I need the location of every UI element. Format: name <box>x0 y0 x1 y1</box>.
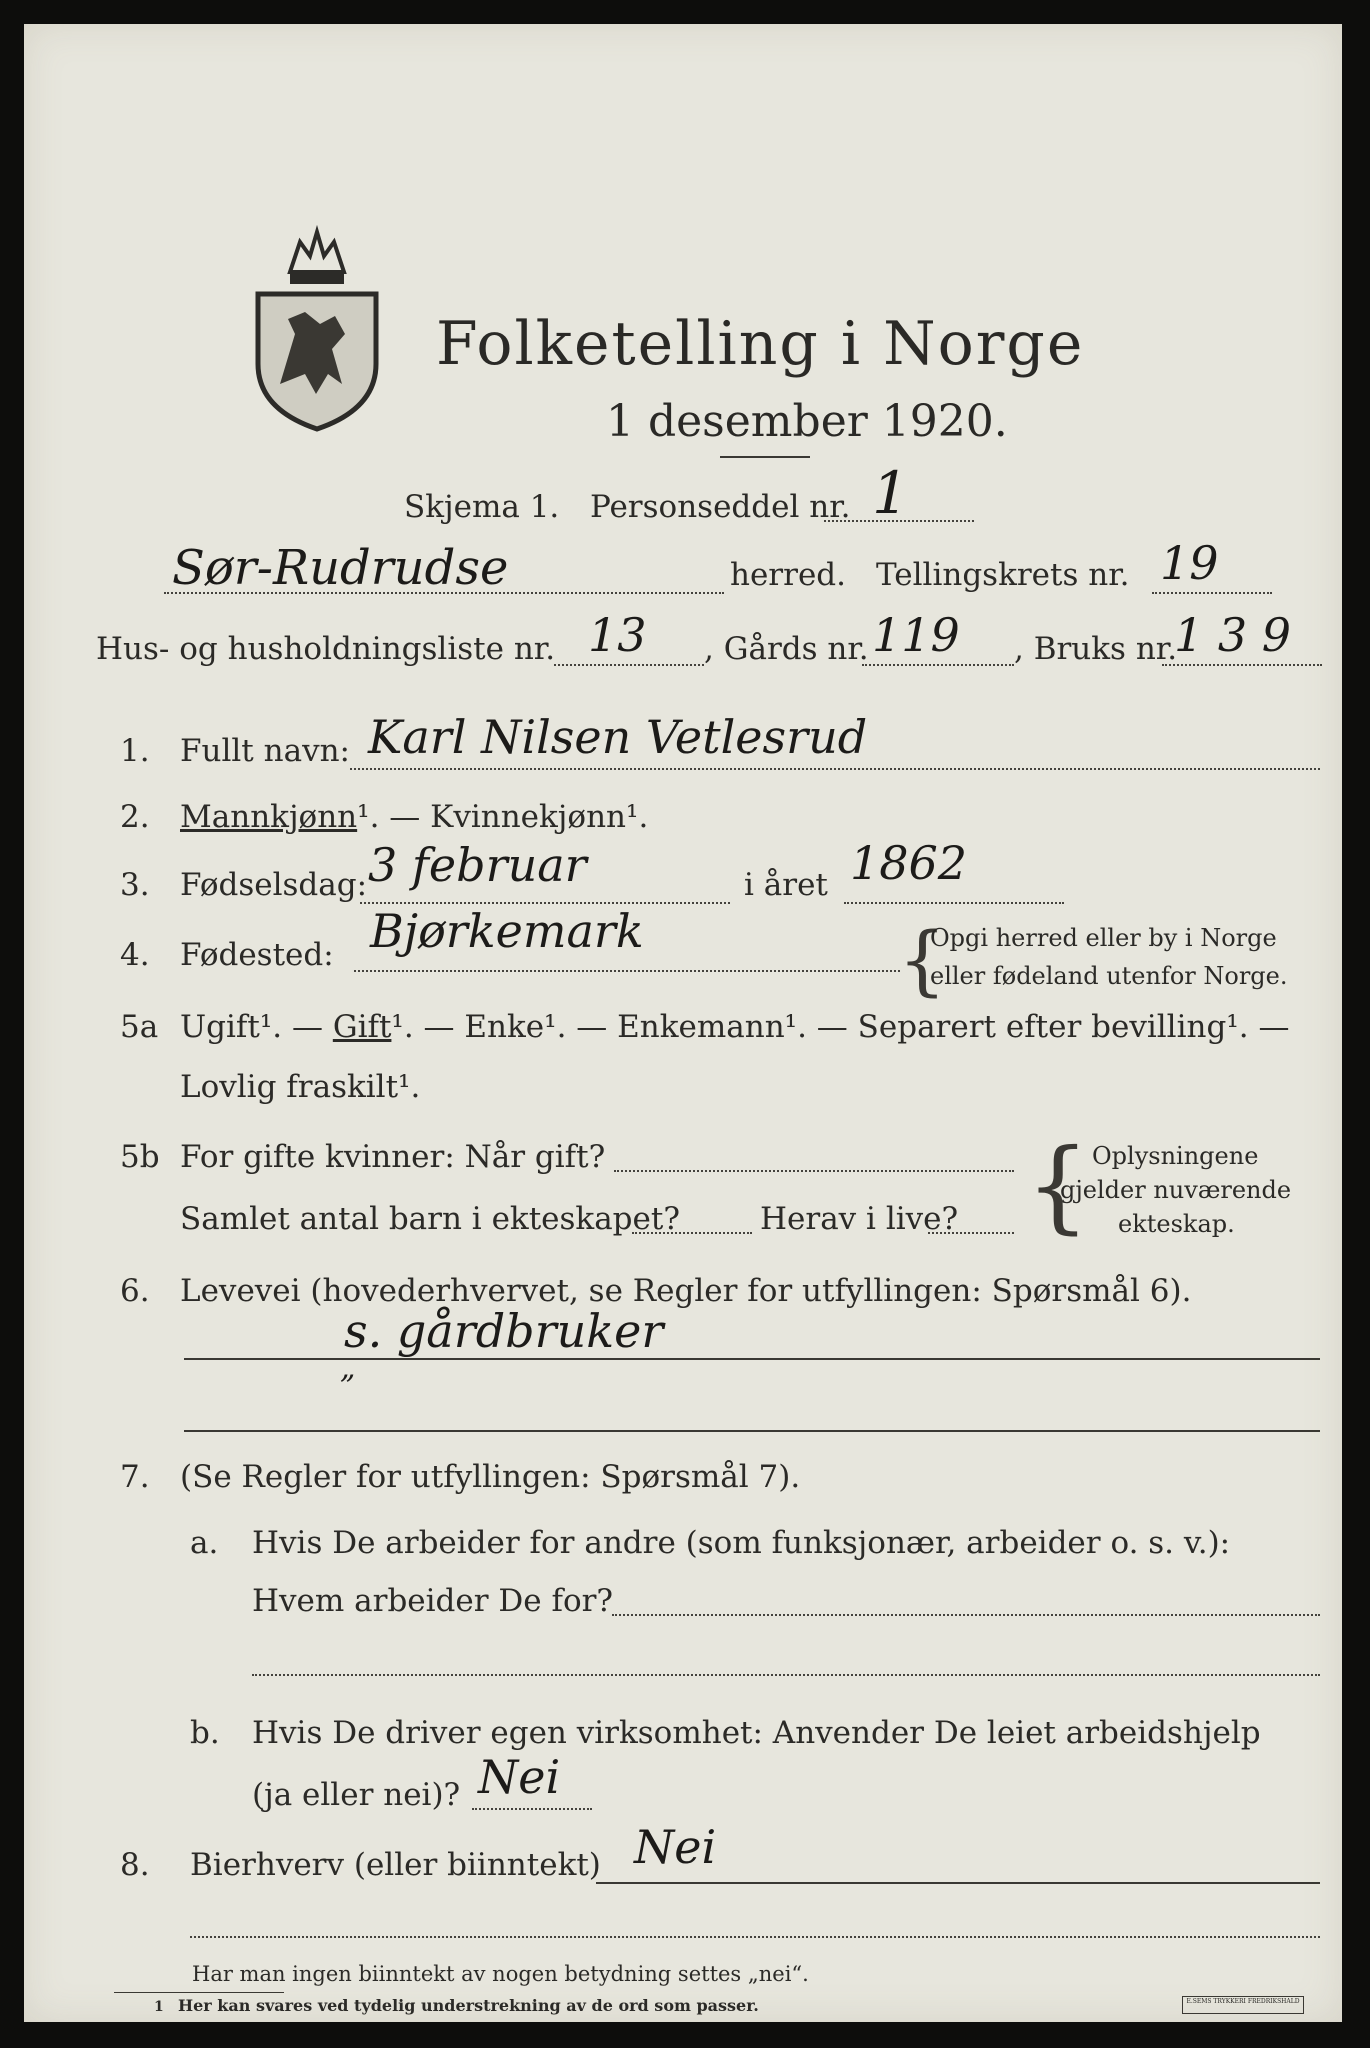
gender-male-option[interactable]: Mannkjønn <box>180 799 358 835</box>
q4-number: 4. <box>120 937 150 973</box>
q7-label: (Se Regler for utfyllingen: Spørsmål 7). <box>180 1459 801 1495</box>
tellingskrets-field[interactable] <box>1152 592 1272 594</box>
q4-label: Fødested: <box>180 937 334 973</box>
occupation-ditto-mark: „ <box>340 1351 356 1386</box>
q7-number: 7. <box>120 1459 150 1495</box>
q5b-note-line2: gjelder nuværende <box>1060 1176 1292 1204</box>
q7a-number: a. <box>190 1525 219 1561</box>
q5b-married-when-label: For gifte kvinner: Når gift? <box>180 1139 606 1175</box>
q4-note-line2: eller fødeland utenfor Norge. <box>930 962 1288 990</box>
hus-label: Hus- og husholdningsliste nr. <box>96 631 556 667</box>
herred-value[interactable]: Sør-Rudrudse <box>172 540 509 596</box>
gards-field[interactable] <box>862 664 1014 666</box>
q5a-number: 5a <box>120 1009 159 1045</box>
q5b-alive-label: Herav i live? <box>760 1201 959 1237</box>
norway-coat-of-arms-icon <box>250 224 384 434</box>
q3-label: Fødselsdag: <box>180 867 368 903</box>
q5b-note-line1: Oplysningene <box>1092 1142 1259 1170</box>
side-income-field[interactable] <box>596 1882 1320 1884</box>
q7a-label: Hvis De arbeider for andre (som funksjonær, arbeider o. s. v.): <box>252 1525 1231 1561</box>
q4-brace: { <box>898 915 947 1004</box>
employer-field-2[interactable] <box>252 1674 1320 1676</box>
marital-ugift-option[interactable]: Ugift¹. — <box>180 1009 333 1045</box>
q8-number: 8. <box>120 1847 150 1883</box>
census-date: 1 desember 1920. <box>606 396 1008 447</box>
hired-help-field[interactable] <box>472 1808 592 1810</box>
personseddel-label: Personseddel nr. <box>590 489 851 525</box>
q6-label: Levevei (hovederhvervet, se Regler for utfyllingen: Spørsmål 6). <box>180 1273 1192 1309</box>
q5b-number: 5b <box>120 1139 160 1175</box>
birthplace-value[interactable]: Bjørkemark <box>370 904 644 958</box>
birthdate-value[interactable]: 3 februar <box>368 838 587 892</box>
census-form-page <box>24 24 1342 2022</box>
gards-value[interactable]: 119 <box>872 608 960 662</box>
bruks-label: , Bruks nr. <box>1014 631 1178 667</box>
employer-field[interactable] <box>612 1614 1320 1616</box>
occupation-value[interactable]: s. gårdbruker <box>344 1304 664 1358</box>
side-income-value[interactable]: Nei <box>634 1820 717 1874</box>
birth-year-value[interactable]: 1862 <box>850 836 968 890</box>
printer-stamp <box>1182 1996 1304 2014</box>
herred-label: herred. <box>730 557 846 593</box>
q7b-label: Hvis De driver egen virksomhet: Anvender De leiet arbeidshjelp <box>252 1715 1261 1751</box>
full-name-value[interactable]: Karl Nilsen Vetlesrud <box>368 710 868 764</box>
marital-status-options <box>180 1009 1290 1045</box>
gender-female-option[interactable]: Kvinnekjønn¹. <box>430 799 649 835</box>
tellingskrets-value[interactable]: 19 <box>1160 536 1219 590</box>
title-divider <box>720 456 810 458</box>
q3-year-label: i året <box>744 867 828 903</box>
birth-year-field[interactable] <box>844 902 1064 904</box>
footnote-rule <box>114 1992 284 1993</box>
personseddel-value[interactable]: 1 <box>872 459 909 527</box>
children-count-field[interactable] <box>632 1232 752 1234</box>
q1-label: Fullt navn: <box>180 733 350 769</box>
full-name-field[interactable] <box>350 768 1320 770</box>
footnote-mark: 1 <box>154 1999 164 2015</box>
q5b-children-label: Samlet antal barn i ekteskapet? <box>180 1201 680 1237</box>
printer-mark-text: E.SEMS TRYKKERI FREDRIKSHALD <box>1186 1998 1300 2005</box>
footer-note: Har man ingen biinntekt av nogen betydning settes „nei“. <box>192 1962 809 1986</box>
q1-number: 1. <box>120 733 150 769</box>
q2-options <box>180 799 649 835</box>
form-title: Folketelling i Norge <box>436 309 1085 379</box>
marital-gift-option[interactable]: Gift <box>332 1009 392 1045</box>
marital-fraskilt-option[interactable]: Lovlig fraskilt¹. <box>180 1069 421 1105</box>
gards-label: , Gårds nr. <box>704 631 869 667</box>
hus-value[interactable]: 13 <box>588 608 647 662</box>
skjema-label: Skjema 1. <box>404 489 560 525</box>
q5b-note-line3: ekteskap. <box>1118 1210 1235 1238</box>
q7b-yes-no-label: (ja eller nei)? <box>252 1777 461 1813</box>
q2-number: 2. <box>120 799 150 835</box>
q7b-number: b. <box>190 1715 220 1751</box>
hired-help-value[interactable]: Nei <box>478 1750 561 1804</box>
marital-other-options[interactable]: ¹. — Enke¹. — Enkemann¹. — Separert efter bevilling¹. — <box>391 1009 1290 1045</box>
bruks-field[interactable] <box>1162 664 1322 666</box>
q6-number: 6. <box>120 1273 150 1309</box>
children-alive-field[interactable] <box>928 1232 1014 1234</box>
bruks-value[interactable]: 1 3 9 <box>1174 608 1292 662</box>
footnote-text: Her kan svares ved tydelig understrekning av de ord som passer. <box>178 1996 759 2015</box>
herred-field[interactable] <box>164 592 724 594</box>
q5b-brace: { <box>1026 1127 1090 1244</box>
q2-separator: ¹. — <box>357 799 431 835</box>
q7a-employer-label: Hvem arbeider De for? <box>252 1583 614 1619</box>
q8-label: Bierhverv (eller biinntekt) <box>190 1847 601 1883</box>
q3-number: 3. <box>120 867 150 903</box>
tellingskrets-label: Tellingskrets nr. <box>876 557 1130 593</box>
occupation-line-2[interactable] <box>184 1430 1320 1432</box>
q4-note-line1: Opgi herred eller by i Norge <box>930 924 1277 952</box>
married-when-field[interactable] <box>614 1170 1014 1172</box>
hus-field[interactable] <box>554 664 704 666</box>
birthplace-field[interactable] <box>354 970 900 972</box>
side-income-field-2[interactable] <box>190 1936 1320 1938</box>
